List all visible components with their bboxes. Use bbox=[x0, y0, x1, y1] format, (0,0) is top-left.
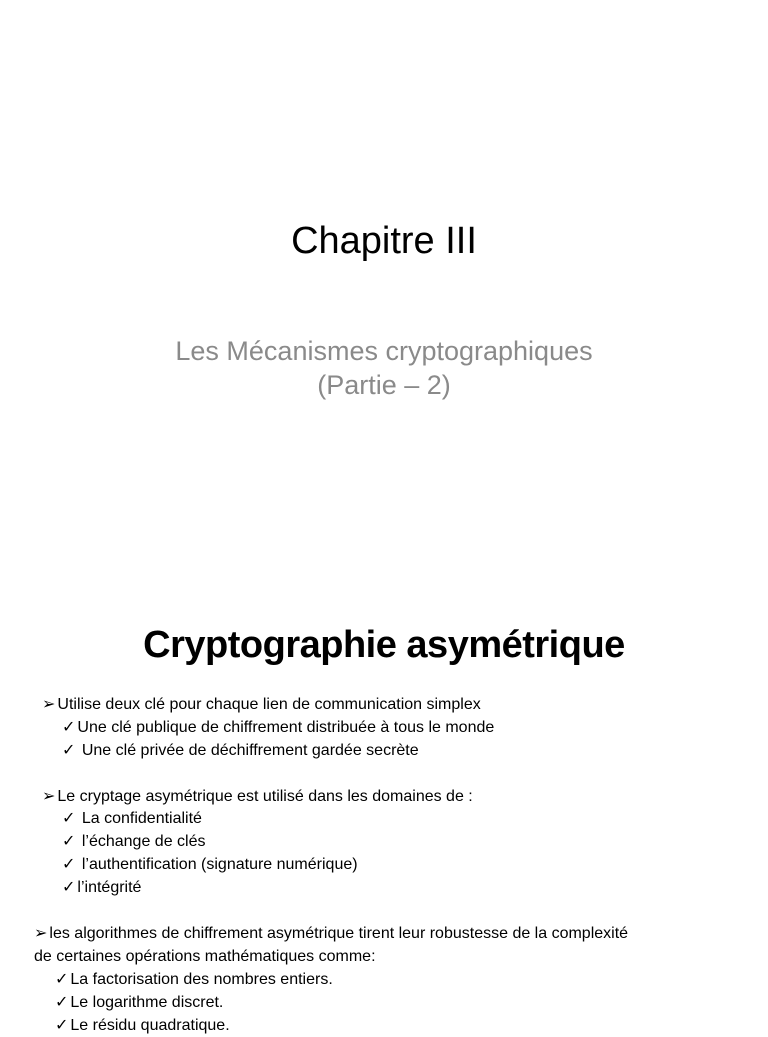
check-icon: ✓ bbox=[55, 1017, 69, 1034]
sub-bullet: ✓ Le logarithme discret. bbox=[55, 991, 223, 1014]
subtitle-line-2: (Partie – 2) bbox=[317, 370, 451, 400]
sub-bullet: ✓ Le résidu quadratique. bbox=[55, 1014, 230, 1037]
bullet-heading-3: ➢ les algorithmes de chiffrement asymétrique tirent leur robustesse de la complexité bbox=[34, 922, 628, 945]
arrow-bullet-icon: ➢ bbox=[42, 696, 56, 713]
bullet-heading-3-cont: de certaines opérations mathématiques comme: bbox=[34, 948, 376, 965]
sub-bullet: ✓ La confidentialité bbox=[62, 807, 202, 830]
sub-bullet: ✓ Une clé publique de chiffrement distribuée à tous le monde bbox=[62, 716, 494, 739]
check-icon: ✓ bbox=[62, 719, 76, 736]
bullet-heading-1: ➢ Utilise deux clé pour chaque lien de communication simplex bbox=[42, 693, 481, 716]
sub-bullet: ✓ La factorisation des nombres entiers. bbox=[55, 968, 333, 991]
check-icon: ✓ bbox=[62, 742, 76, 759]
bullet-heading-2: ➢ Le cryptage asymétrique est utilisé dans les domaines de : bbox=[42, 785, 473, 808]
slide-title: Cryptographie asymétrique bbox=[143, 624, 625, 666]
check-icon: ✓ bbox=[55, 994, 69, 1011]
check-icon: ✓ bbox=[62, 833, 76, 850]
sub-bullet: ✓ l’échange de clés bbox=[62, 830, 206, 853]
check-icon: ✓ bbox=[62, 879, 76, 896]
arrow-bullet-icon: ➢ bbox=[34, 925, 48, 942]
check-icon: ✓ bbox=[55, 971, 69, 988]
sub-bullet: ✓ l’authentification (signature numérique) bbox=[62, 853, 358, 876]
check-icon: ✓ bbox=[62, 856, 76, 873]
content-slide bbox=[0, 576, 768, 1034]
subtitle-line-1: Les Mécanismes cryptographiques bbox=[175, 336, 593, 366]
chapter-subtitle bbox=[0, 334, 768, 402]
sub-bullet: ✓ l’intégrité bbox=[62, 876, 141, 899]
arrow-bullet-icon: ➢ bbox=[42, 788, 56, 805]
check-icon: ✓ bbox=[62, 810, 76, 827]
chapter-title: Chapitre III bbox=[291, 220, 477, 262]
sub-bullet: ✓ Une clé privée de déchiffrement gardée secrète bbox=[62, 739, 419, 762]
